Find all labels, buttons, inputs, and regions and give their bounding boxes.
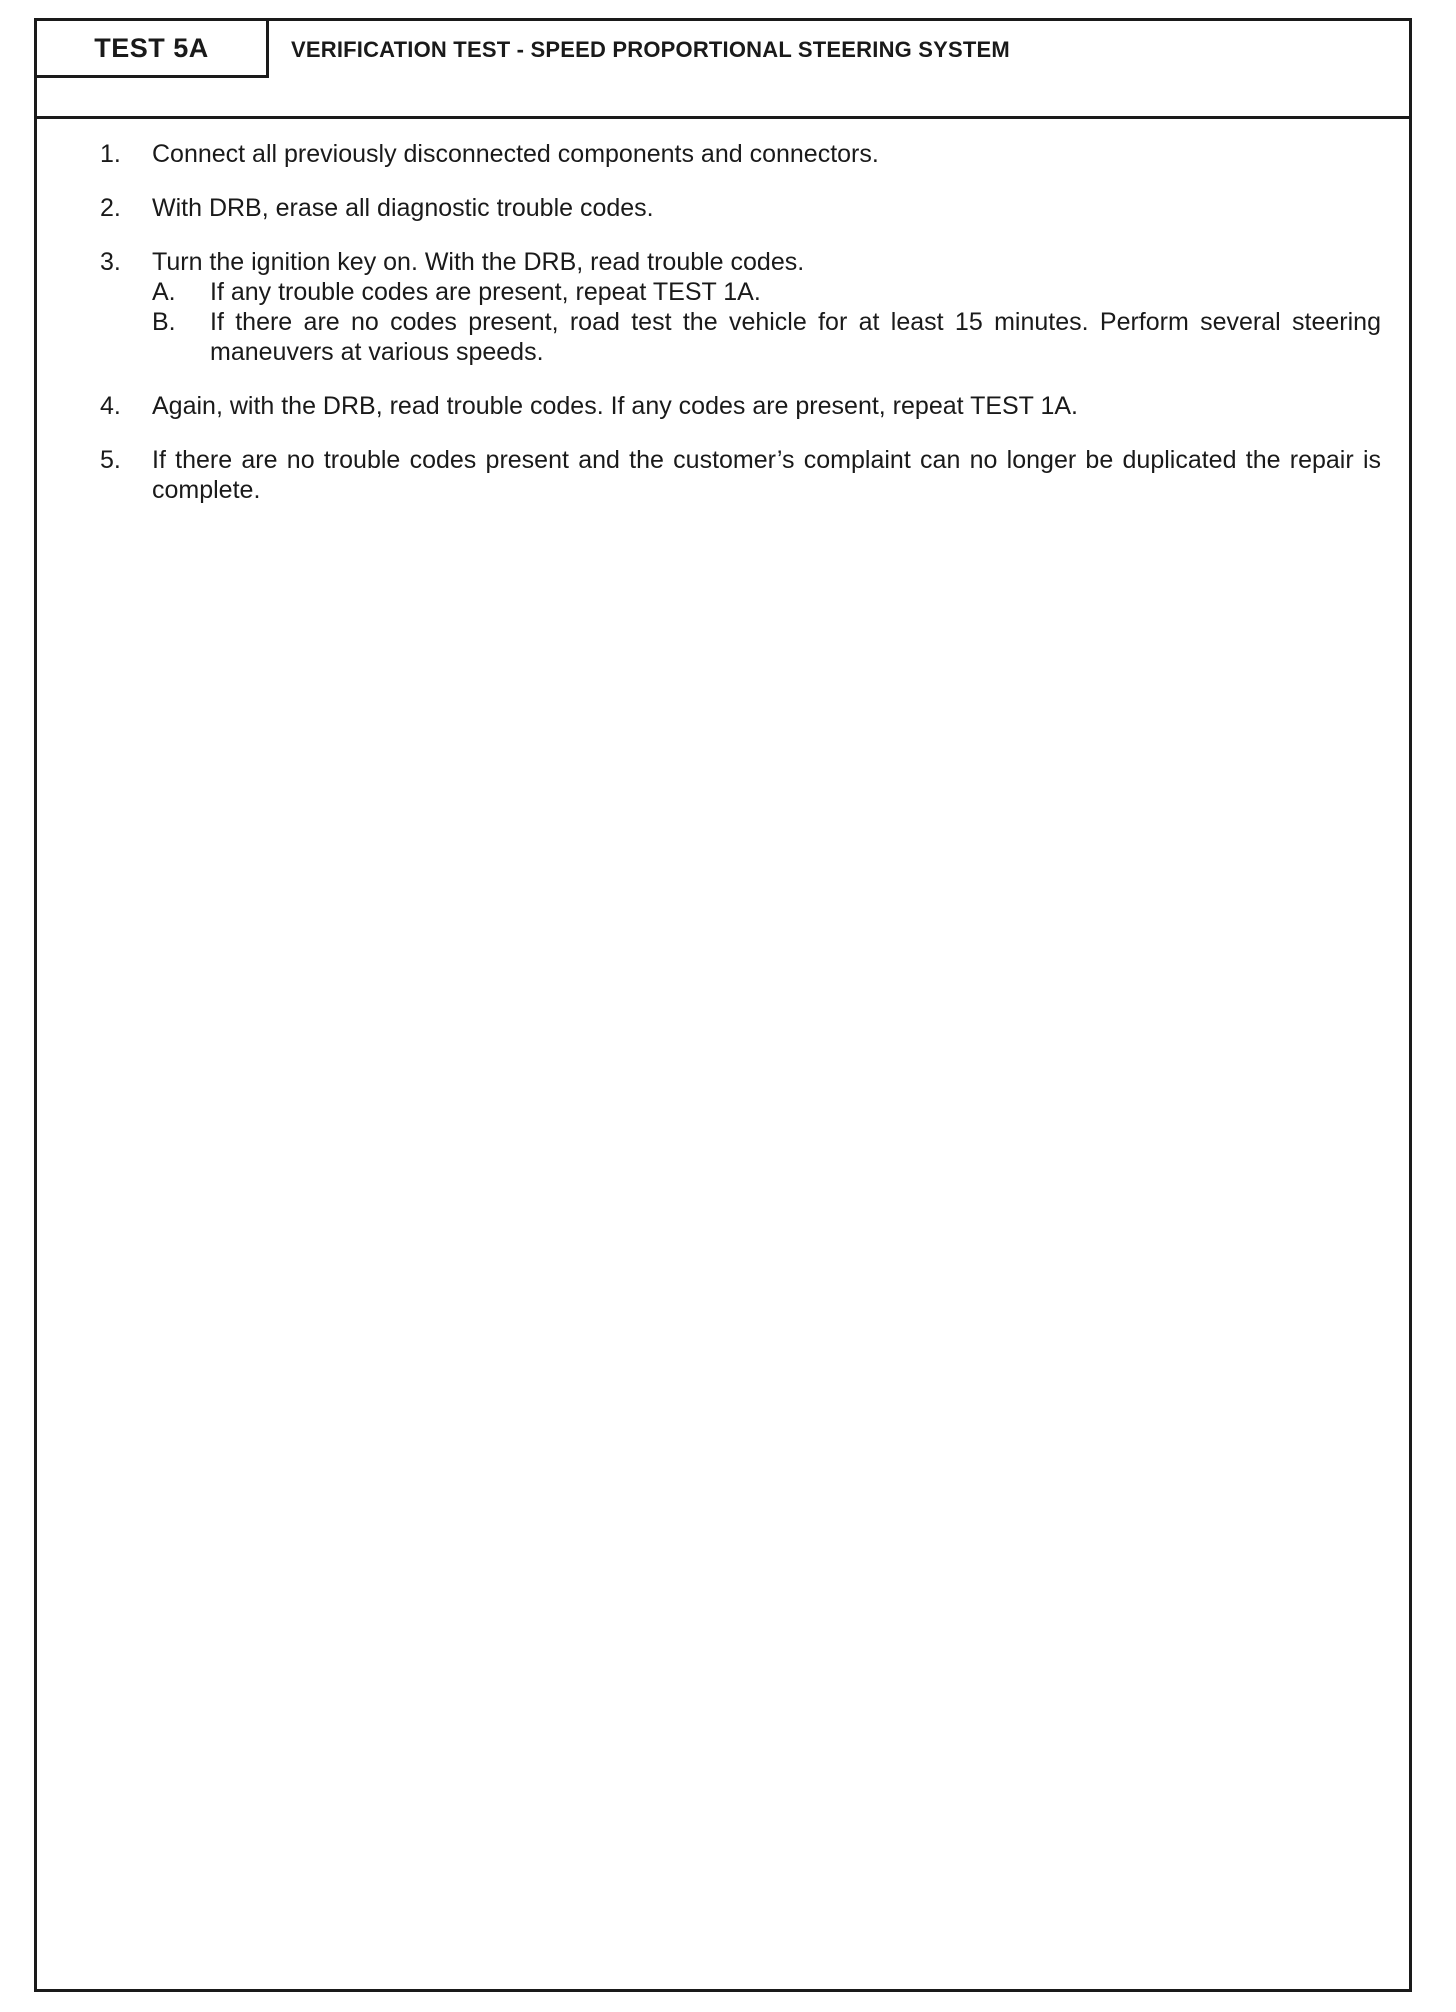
substep-letter: B. — [152, 308, 176, 336]
step-1 — [37, 139, 1409, 169]
step-5 — [37, 445, 1409, 505]
step-number: 4. — [100, 392, 121, 420]
step-text: Turn the ignition key on. With the DRB, read trouble codes. — [152, 248, 805, 276]
step-4 — [37, 391, 1409, 421]
step-text: Again, with the DRB, read trouble codes. If any codes are present, repeat TEST 1A. — [152, 392, 1078, 420]
step-number: 3. — [100, 248, 121, 276]
step-3 — [37, 247, 1409, 367]
procedure-steps — [37, 139, 1409, 529]
step-number: 1. — [100, 140, 121, 168]
page-frame — [34, 18, 1412, 1992]
step-text: If there are no trouble codes present and the customer’s complaint can no longer be duplicated the repair is complete. — [152, 446, 1381, 504]
step-number: 5. — [100, 446, 121, 474]
step-number: 2. — [100, 194, 121, 222]
step-text: Connect all previously disconnected components and connectors. — [152, 140, 879, 168]
substep-a — [152, 277, 1381, 307]
substep-list — [152, 277, 1381, 367]
step-text: With DRB, erase all diagnostic trouble codes. — [152, 194, 654, 222]
substep-b — [152, 307, 1381, 367]
test-title: VERIFICATION TEST - SPEED PROPORTIONAL STEERING SYSTEM — [291, 36, 1010, 62]
step-2 — [37, 193, 1409, 223]
test-header — [37, 21, 1409, 119]
test-id: TEST 5A — [37, 21, 269, 78]
substep-letter: A. — [152, 278, 176, 306]
substep-text: If there are no codes present, road test the vehicle for at least 15 minutes. Perform several steering maneuvers at various speeds. — [210, 308, 1381, 366]
substep-text: If any trouble codes are present, repeat TEST 1A. — [210, 278, 761, 306]
